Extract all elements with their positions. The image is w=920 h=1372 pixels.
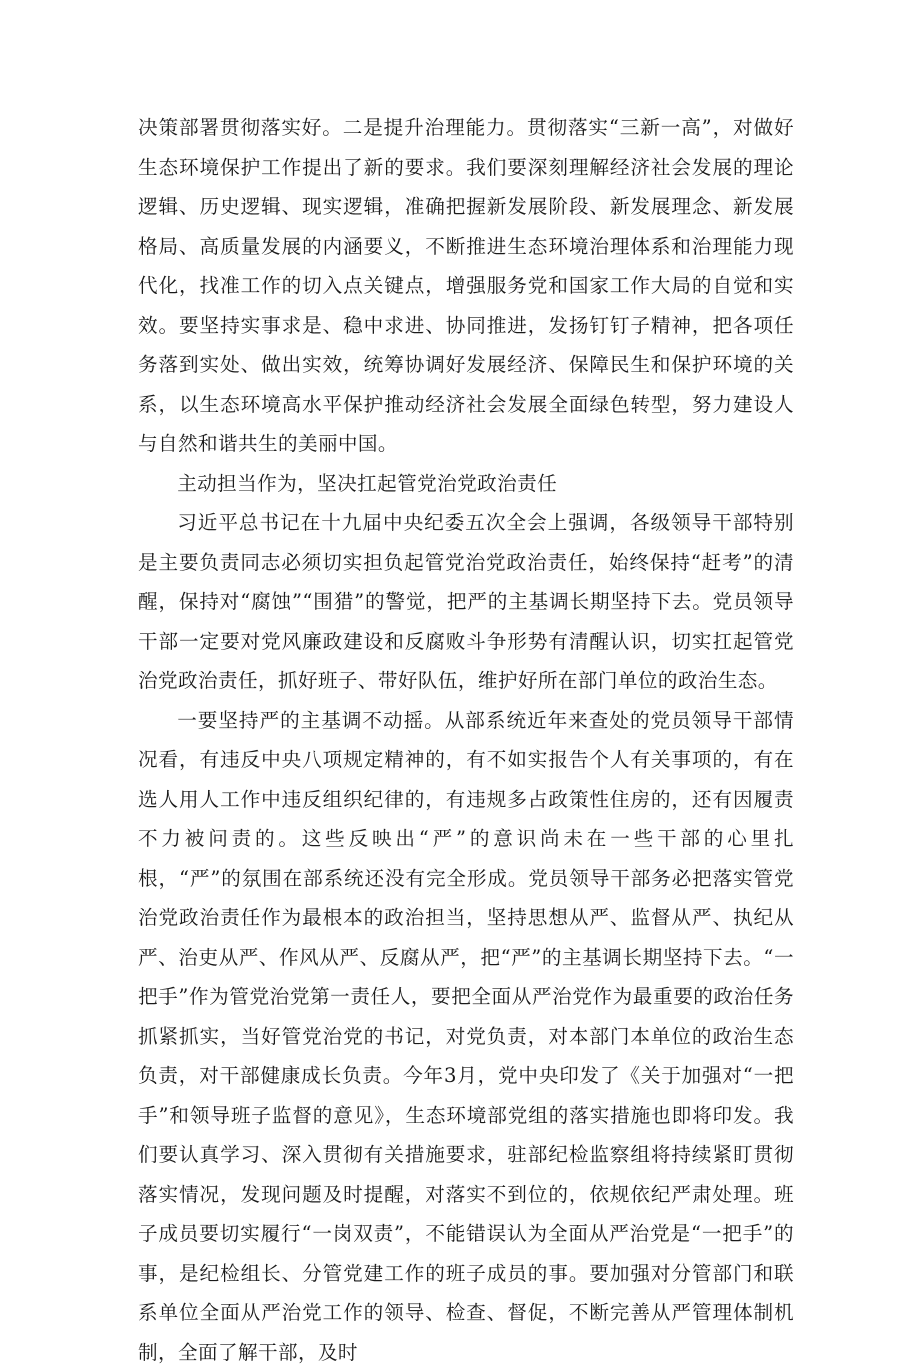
document-body — [138, 108, 794, 1372]
section-heading: 主动担当作为，坚决扛起管党治党政治责任 — [138, 464, 794, 504]
paragraph-point-one: 一要坚持严的主基调不动摇。从部系统近年来查处的党员领导干部情况看，有违反中央八项规定精神的，有不如实报告个人有关事项的，有在选人用人工作中违反组织纪律的，有违规多占政策性住房的，还有因履责不力被问责的。这些反映出“严”的意识尚未在一些干部的心里扎根，“严”的氛围在部系统还没有完全形成。党员领导干部务必把落实管党治党政治责任作为最根本的政治担当，坚持思想从严、监督从严、执纪从严、治吏从严、作风从严、反腐从严，把“严”的主基调长期坚持下去。“一把手”作为管党治党第一责任人，要把全面从严治党作为最重要的政治任务抓紧抓实，当好管党治党的书记，对党负责，对本部门本单位的政治生态负责，对干部健康成长负责。今年3月，党中央印发了《关于加强对“一把手”和领导班子监督的意见》，生态环境部党组的落实措施也即将印发。我们要认真学习、深入贯彻有关措施要求，驻部纪检监察组将持续紧盯贯彻落实情况，发现问题及时提醒，对落实不到位的，依规依纪严肃处理。班子成员要切实履行“一岗双责”，不能错误认为全面从严治党是“一把手”的事，是纪检组长、分管党建工作的班子成员的事。要加强对分管部门和联系单位全面从严治党工作的领导、检查、督促，不断完善从严管理体制机制，全面了解干部，及时 — [138, 701, 794, 1372]
paragraph-continuation: 决策部署贯彻落实好。二是提升治理能力。贯彻落实“三新一高”，对做好生态环境保护工作提出了新的要求。我们要深刻理解经济社会发展的理论逻辑、历史逻辑、现实逻辑，准确把握新发展阶段、新发展理念、新发展格局、高质量发展的内涵要义，不断推进生态环境治理体系和治理能力现代化，找准工作的切入点关键点，增强服务党和国家工作大局的自觉和实效。要坚持实事求是、稳中求进、协同推进，发扬钉钉子精神，把各项任务落到实处、做出实效，统筹协调好发展经济、保障民生和保护环境的关系，以生态环境高水平保护推动经济社会发展全面绿色转型，努力建设人与自然和谐共生的美丽中国。 — [138, 108, 794, 464]
paragraph-intro: 习近平总书记在十九届中央纪委五次全会上强调，各级领导干部特别是主要负责同志必须切实担负起管党治党政治责任，始终保持“赶考”的清醒，保持对“腐蚀”“围猎”的警觉，把严的主基调长期坚持下去。党员领导干部一定要对党风廉政建设和反腐败斗争形势有清醒认识，切实扛起管党治党政治责任，抓好班子、带好队伍，维护好所在部门单位的政治生态。 — [138, 503, 794, 701]
